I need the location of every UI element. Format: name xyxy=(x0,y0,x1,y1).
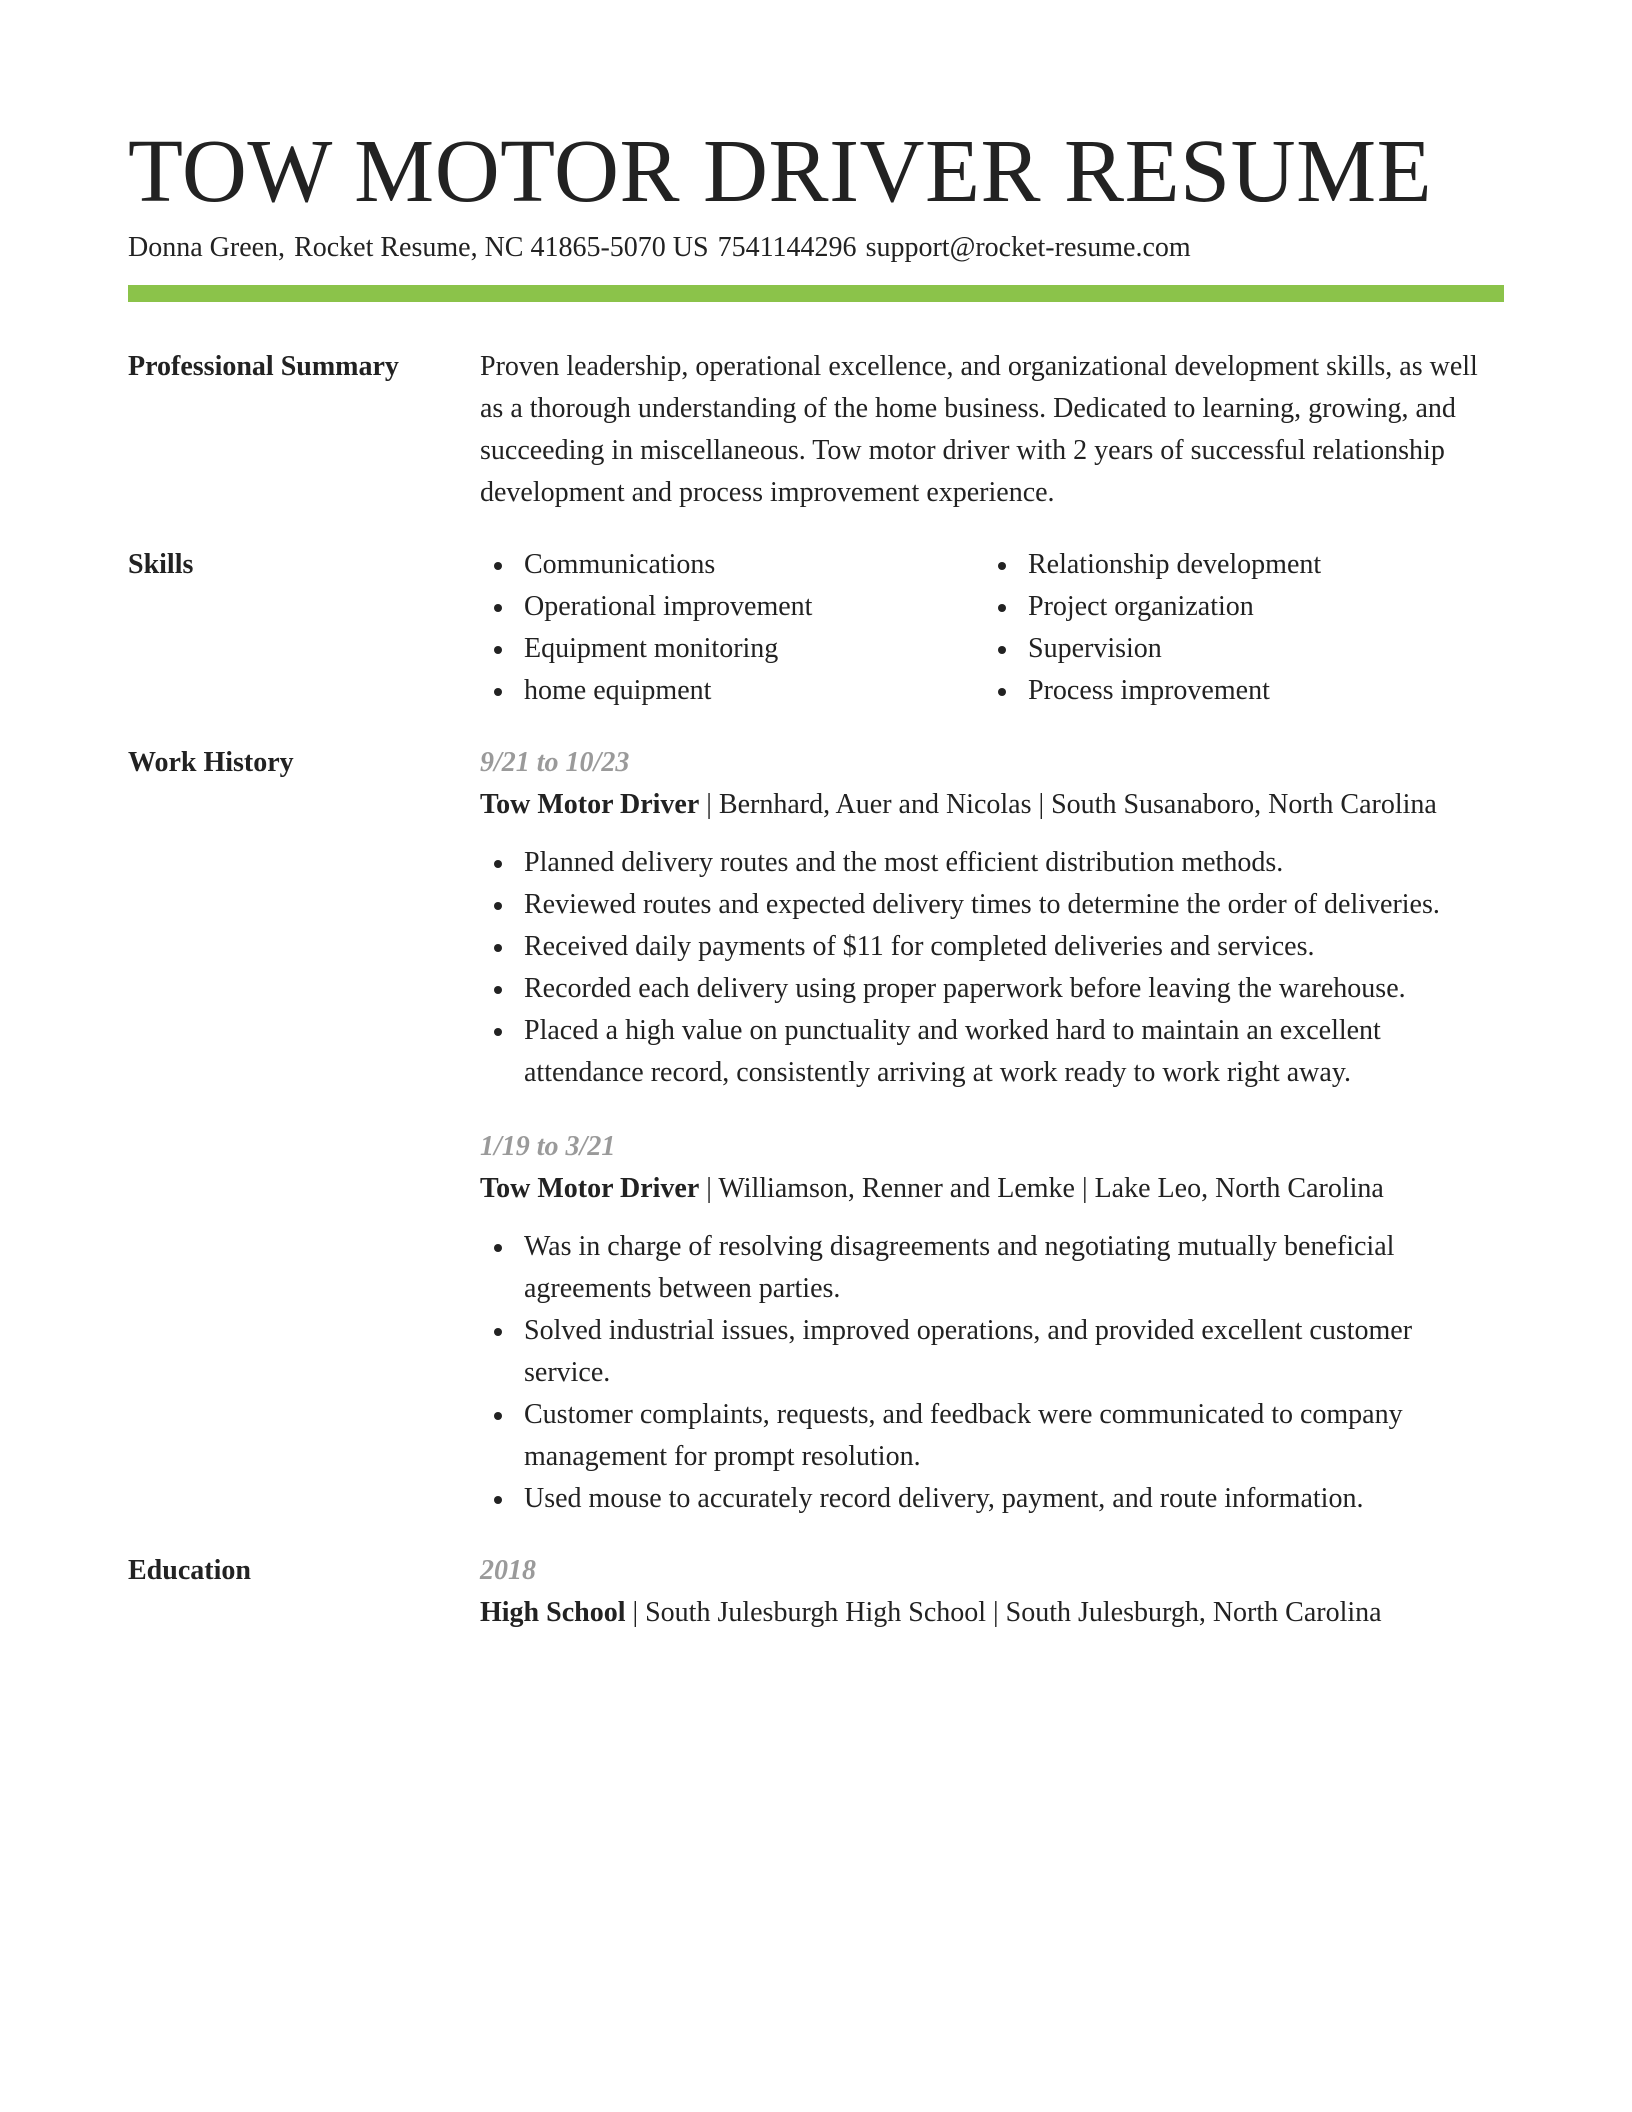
contact-name: Donna Green, xyxy=(128,232,286,263)
job-dates: 9/21 to 10/23 xyxy=(480,747,630,778)
skill-item: Relationship development xyxy=(984,544,1488,586)
job-company: Bernhard, Auer and Nicolas xyxy=(718,789,1032,820)
education-body xyxy=(480,1550,1504,1634)
skills-column-right xyxy=(984,544,1488,712)
job-bullet: Customer complaints, requests, and feedback were communicated to company management for prompt resolution. xyxy=(480,1394,1504,1478)
job-bullets xyxy=(480,1226,1504,1520)
summary-text: Proven leadership, operational excellence, and organizational development skills, as well as a thorough understanding of the home business. Dedicated to learning, growing, and succeeding in miscellaneous. Tow motor driver with 2 years of successful relationship development and process improvement experience. xyxy=(480,351,1478,508)
job-bullet: Used mouse to accurately record delivery, payment, and route information. xyxy=(480,1478,1504,1520)
job-company: Williamson, Renner and Lemke xyxy=(718,1173,1075,1204)
separator: | xyxy=(706,1173,712,1204)
section-label-work-history: Work History xyxy=(128,747,294,778)
education-school: South Julesburgh High School xyxy=(645,1597,987,1628)
job-bullet: Reviewed routes and expected delivery times to determine the order of deliveries. xyxy=(480,884,1504,926)
job-location: Lake Leo, North Carolina xyxy=(1094,1173,1384,1204)
job-role: Tow Motor Driver xyxy=(480,1173,700,1204)
job-bullet: Solved industrial issues, improved operations, and provided excellent customer service. xyxy=(480,1310,1504,1394)
skills-column-left xyxy=(480,544,984,712)
contact-address: Rocket Resume, NC 41865-5070 US xyxy=(294,232,709,263)
job-bullets xyxy=(480,842,1504,1094)
job-heading xyxy=(480,1168,1504,1210)
contact-email: support@rocket-resume.com xyxy=(865,232,1191,263)
contact-phone: 7541144296 xyxy=(717,232,857,263)
skill-item: Equipment monitoring xyxy=(480,628,984,670)
summary-body xyxy=(480,346,1504,514)
section-label-skills: Skills xyxy=(128,549,194,580)
section-work-history xyxy=(128,742,1504,1520)
job-bullet: Recorded each delivery using proper paperwork before leaving the warehouse. xyxy=(480,968,1504,1010)
skill-item: Process improvement xyxy=(984,670,1488,712)
job-entry xyxy=(480,742,1504,1094)
separator: | xyxy=(632,1597,639,1628)
separator: | xyxy=(1081,1173,1088,1204)
skill-item: Project organization xyxy=(984,586,1488,628)
job-role: Tow Motor Driver xyxy=(480,789,700,820)
section-skills xyxy=(128,544,1504,712)
skill-item: Supervision xyxy=(984,628,1488,670)
job-entry xyxy=(480,1126,1504,1520)
job-bullet: Placed a high value on punctuality and worked hard to maintain an excellent attendance record, consistently arriving at work ready to work right away. xyxy=(480,1010,1504,1094)
education-degree: High School xyxy=(480,1597,626,1628)
section-summary xyxy=(128,346,1504,514)
education-location: South Julesburgh, North Carolina xyxy=(1005,1597,1382,1628)
separator: | xyxy=(706,789,712,820)
skill-item: Communications xyxy=(480,544,984,586)
job-dates: 1/19 to 3/21 xyxy=(480,1131,616,1162)
education-heading xyxy=(480,1592,1504,1634)
section-label-education: Education xyxy=(128,1555,251,1586)
education-year: 2018 xyxy=(480,1555,536,1586)
contact-line xyxy=(128,230,1191,266)
job-location: South Susanaboro, North Carolina xyxy=(1051,789,1437,820)
job-bullet: Planned delivery routes and the most efficient distribution methods. xyxy=(480,842,1504,884)
skills-grid xyxy=(480,544,1504,712)
separator: | xyxy=(993,1597,999,1628)
job-bullet: Was in charge of resolving disagreements and negotiating mutually beneficial agreements between parties. xyxy=(480,1226,1504,1310)
skills-body xyxy=(480,544,1504,712)
accent-divider xyxy=(128,285,1504,302)
section-label-summary: Professional Summary xyxy=(128,351,399,382)
job-bullet: Received daily payments of $11 for completed deliveries and services. xyxy=(480,926,1504,968)
work-history-body xyxy=(480,742,1504,1520)
resume-sections xyxy=(128,346,1504,1664)
section-education xyxy=(128,1550,1504,1634)
resume-title: TOW MOTOR DRIVER RESUME xyxy=(128,122,1433,221)
skill-item: Operational improvement xyxy=(480,586,984,628)
skill-item: home equipment xyxy=(480,670,984,712)
job-heading xyxy=(480,784,1504,826)
separator: | xyxy=(1038,789,1045,820)
